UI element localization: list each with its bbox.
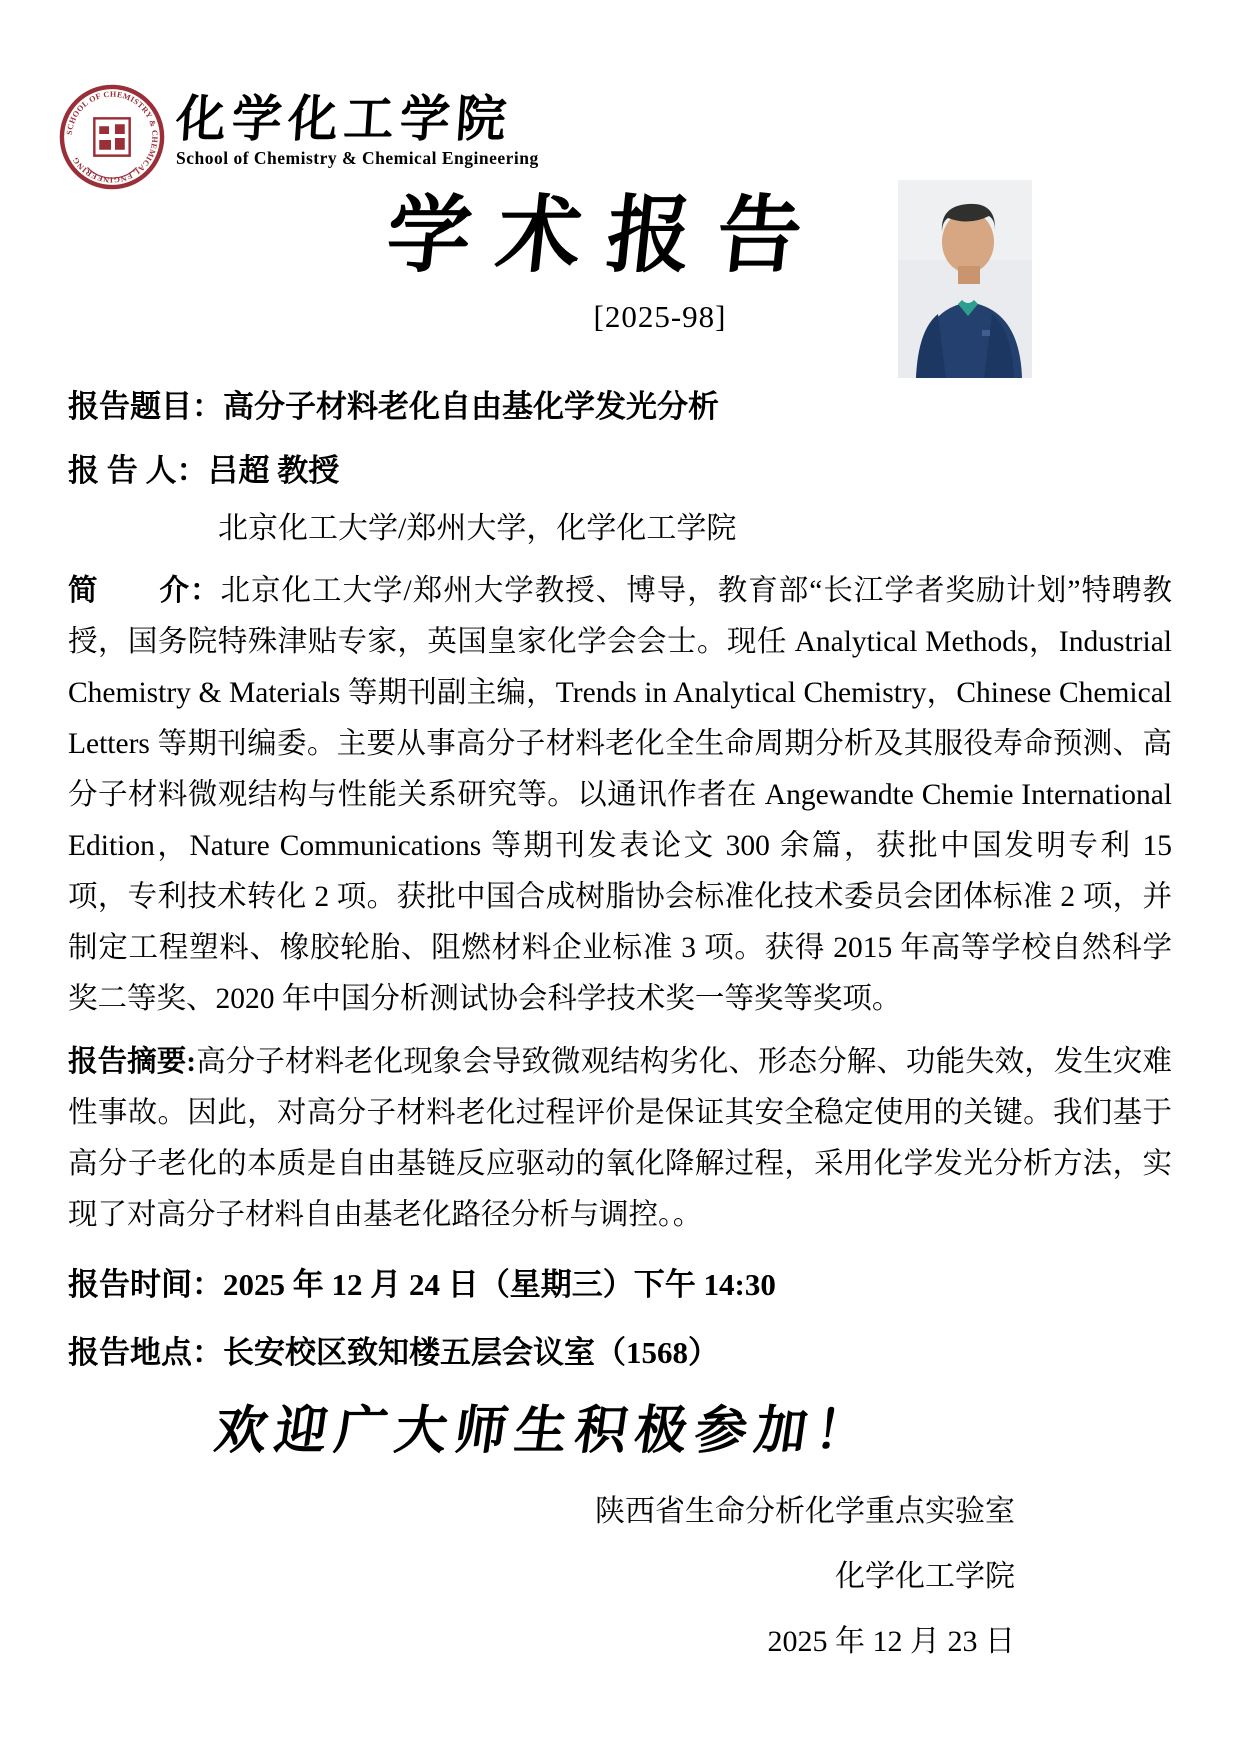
logo-text: [176, 82, 539, 170]
seal-center-mark: [99, 124, 125, 150]
speaker-value: 吕超 教授: [207, 453, 340, 488]
page-title: 学术报告: [382, 190, 832, 283]
svg-text:SCHOOL OF CHEMISTRY & CHEMICAL: [65, 90, 160, 185]
abstract-paragraph: [68, 1037, 1172, 1241]
school-logo: [58, 82, 539, 192]
welcome-line: 欢迎广大师生积极参加！: [211, 1403, 880, 1460]
topic-value: 高分子材料老化自由基化学发光分析: [223, 389, 719, 424]
venue-value: 长安校区致知楼五层会议室（1568）: [223, 1335, 719, 1370]
speaker-label: 报 告 人：: [68, 453, 208, 488]
venue-row: [68, 1331, 1172, 1375]
time-value: 2025 年 12 月 24 日（星期三）下午 14:30: [223, 1267, 776, 1302]
footer-organizer-school: 化学化工学院: [835, 1560, 1015, 1593]
school-seal-icon: [58, 82, 166, 192]
bio-label: 简 介：: [68, 575, 221, 607]
time-row: [68, 1263, 1172, 1307]
abstract-label: 报告摘要:: [68, 1046, 197, 1078]
logo-name-cn: 化学化工学院: [174, 91, 514, 147]
time-label: 报告时间：: [68, 1267, 223, 1302]
topic-label: 报告题目：: [68, 389, 223, 424]
footer-date: 2025 年 12 月 23 日: [767, 1625, 1015, 1658]
speaker-affiliation: 北京化工大学/郑州大学，化学化工学院: [218, 512, 737, 545]
body-area: [68, 386, 1172, 1674]
topic-row: [68, 386, 1172, 428]
bio-text: 北京化工大学/郑州大学教授、博导，教育部“长江学者奖励计划”特聘教授，国务院特殊津贴专家，英国皇家化学会会士。现任 Analytical Methods，Industrial Chemistry & Materials 等期刊副主编，Trends in Analytical Chemistry，Chinese Chemical Letters 等期刊编委。主要从事高分子材料老化全生命周期分析及其服役寿命预测、高分子材料微观结构与性能关系研究等。以通讯作者在 Angewandte Chemie International Edition，Nature Communications 等期刊发表论文 300 余篇，获批中国发明专利 15 项，专利技术转化 2 项。获批中国合成树脂协会标准化技术委员会团体标准 2 项，并制定工程塑料、橡胶轮胎、阻燃材料企业标准 3 项。获得 2015 年高等学校自然科学奖二等奖、2020 年中国分析测试协会科学技术奖一等奖等奖项。: [68, 575, 1172, 1015]
footer-organizer-lab: 陕西省生命分析化学重点实验室: [595, 1495, 1015, 1528]
abstract-text: 高分子材料老化现象会导致微观结构劣化、形态分解、功能失效，发生灾难性事故。因此，对高分子材料老化过程评价是保证其安全稳定使用的关键。我们基于高分子老化的本质是自由基链反应驱动的氧化降解过程，采用化学发光分析方法，实现了对高分子材料自由基老化路径分析与调控。。: [68, 1046, 1172, 1231]
venue-label: 报告地点：: [68, 1335, 223, 1370]
speaker-row: [68, 450, 1172, 492]
footer-signature: [68, 1479, 1172, 1674]
logo-name-en: School of Chemistry & Chemical Engineering: [176, 148, 539, 168]
seal-ring-text: SCHOOL OF CHEMISTRY & CHEMICAL ENGINEERING: [64, 89, 160, 185]
issue-number: [2025-98]: [593, 299, 727, 334]
speaker-bio-paragraph: [68, 566, 1172, 1025]
